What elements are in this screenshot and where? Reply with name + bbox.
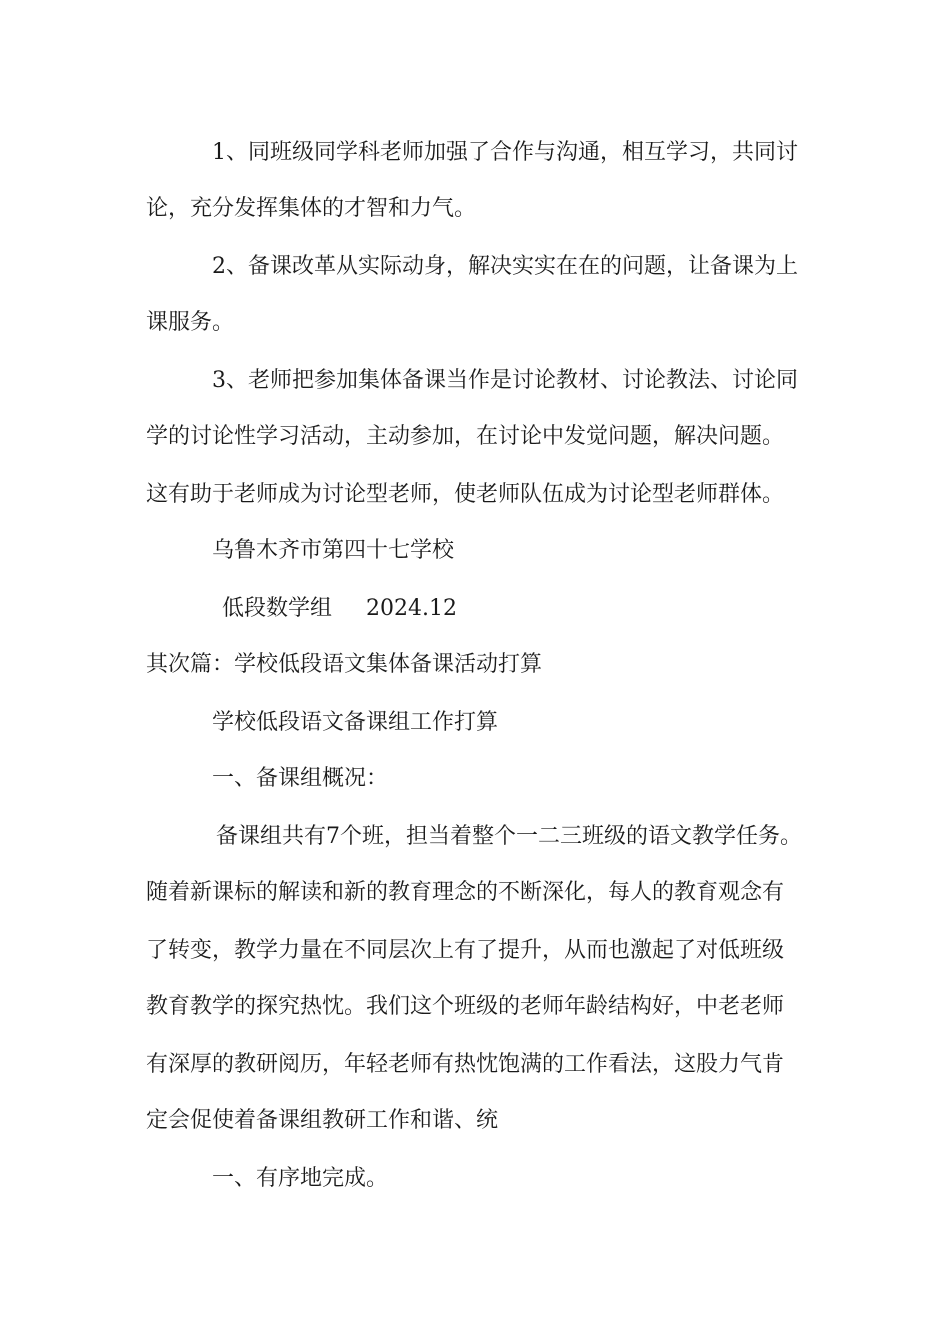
overview-line-4: 教育教学的探究热忱。我们这个班级的老师年龄结构好，中老老师 (146, 994, 785, 1019)
overview-line-6: 定会促使着备课组教研工作和谐、统 (146, 1108, 499, 1133)
paragraph-3-line-3: 这有助于老师成为讨论型老师，使老师队伍成为讨论型老师群体。 (146, 482, 785, 507)
signature-date: 2024.12 (366, 596, 457, 621)
signature-school: 乌鲁木齐市第四十七学校 (212, 538, 455, 563)
signature-line (222, 594, 457, 624)
paragraph-3-line-2: 学的讨论性学习活动，主动参加，在讨论中发觉问题，解决问题。 (146, 424, 785, 449)
paragraph-1-line-2: 论，充分发挥集体的才智和力气。 (146, 196, 477, 221)
signature-group: 低段数学组 (222, 596, 333, 621)
next-section-title: 其次篇：学校低段语文集体备课活动打算 (146, 652, 543, 677)
overview-line-5: 有深厚的教研阅历，年轻老师有热忱饱满的工作看法，这股力气肯 (146, 1052, 785, 1077)
paragraph-2-line-1: 2、备课改革从实际动身，解决实实在在的问题，让备课为上 (212, 254, 798, 279)
paragraph-1-line-1: 1、同班级同学科老师加强了合作与沟通，相互学习，共同讨 (212, 140, 798, 165)
closing-line: 一、有序地完成。 (212, 1166, 389, 1191)
paragraph-2-line-2: 课服务。 (146, 310, 235, 335)
paragraph-3-line-1: 3、老师把参加集体备课当作是讨论教材、讨论教法、讨论同 (212, 368, 798, 393)
overview-line-2: 随着新课标的解读和新的教育理念的不断深化，每人的教育观念有 (146, 880, 785, 905)
overview-line-1: 备课组共有7个班，担当着整个一二三班级的语文教学任务。 (216, 824, 802, 849)
overview-line-3: 了转变，教学力量在不同层次上有了提升，从而也激起了对低班级 (146, 938, 785, 963)
plan-title: 学校低段语文备课组工作打算 (212, 710, 499, 735)
section-heading: 一、备课组概况： (212, 766, 389, 791)
